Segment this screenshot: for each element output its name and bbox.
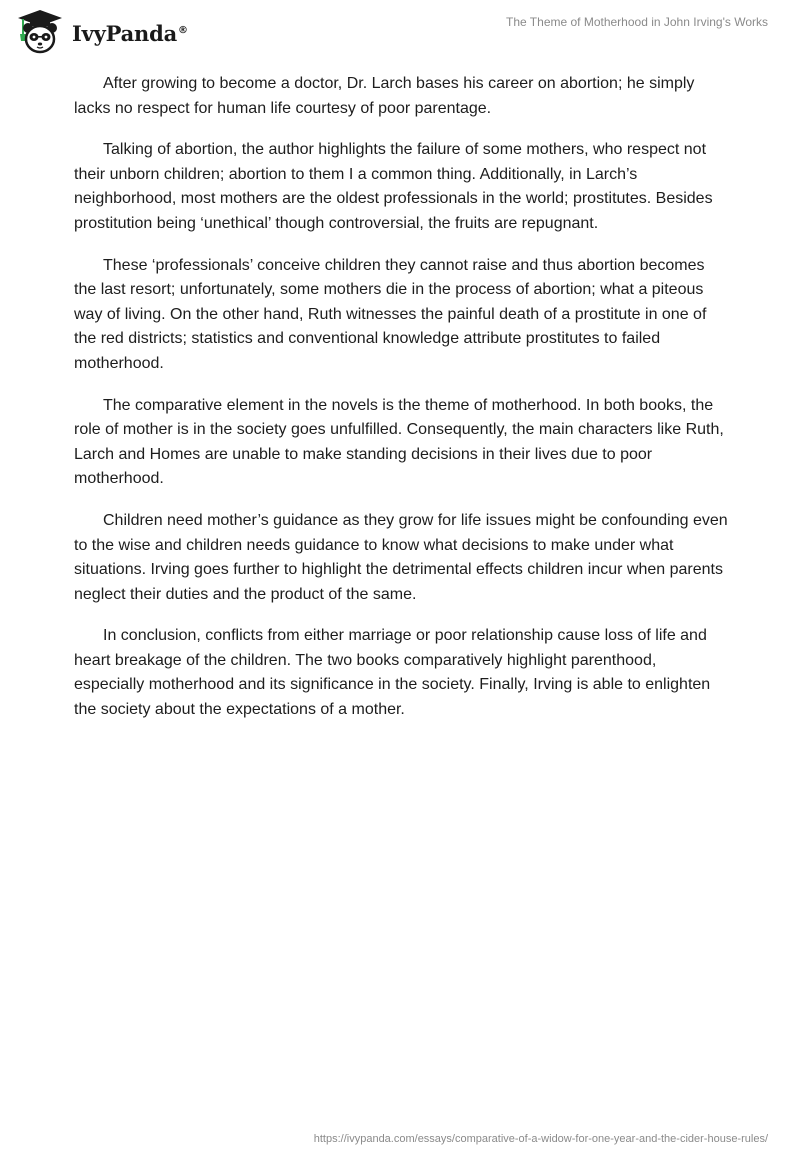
paragraph: The comparative element in the novels is the theme of motherhood. In both books, the role of mother is in the society goes unfulfilled. Consequently, the main characters like Ruth, Larch and Homes are unable to make standing decisions in their lives due to poor motherhood. [74, 396, 724, 488]
source-url-link[interactable]: https://ivypanda.com/essays/comparative-of-a-widow-for-one-year-and-the-cider-house-rules/ [313, 1133, 768, 1145]
panda-graduate-icon [14, 8, 66, 56]
paragraph: Children need mother’s guidance as they grow for life issues might be confounding even to the wise and children needs guidance to know what decisions to make under what situations. Irving goes further to highlight the detrimental effects children incur when parents neglect their duties and the product of the same. [74, 511, 728, 603]
ivypanda-logo[interactable] [14, 8, 188, 56]
paragraph: In conclusion, conflicts from either marriage or poor relationship cause loss of life and heart breakage of the children. The two books comparatively highlight parenthood, especially motherhood and its significance in the society. Finally, Irving is able to enlighten the society about the expectations of a mother. [74, 627, 711, 719]
logo-wordmark: IvyPanda® [72, 20, 188, 46]
document-title: The Theme of Motherhood in John Irving's Works [506, 15, 768, 29]
page-header [0, 0, 800, 60]
paragraph: Talking of abortion, the author highlights the failure of some mothers, who respect not their unborn children; abortion to them I a common thing. Additionally, in Larch’s neighborhood, most mothers are the oldest professionals in the world; prostitutes. Besides prostitution being ‘unethical’ though controversial, the fruits are repugnant. [74, 141, 713, 232]
paragraph: After growing to become a doctor, Dr. Larch bases his career on abortion; he simply lacks no respect for human life courtesy of poor parentage. [74, 75, 695, 117]
paragraph: These ‘professionals’ conceive children they cannot raise and thus abortion becomes the last resort; unfortunately, some mothers die in the process of abortion; what a piteous way of living. On the other hand, Ruth witnesses the painful death of a prostitute in one of the red districts; statistics and conventional knowledge attribute prostitutes to failed motherhood. [74, 256, 707, 372]
registered-mark: ® [178, 24, 188, 36]
article-body [74, 72, 730, 740]
